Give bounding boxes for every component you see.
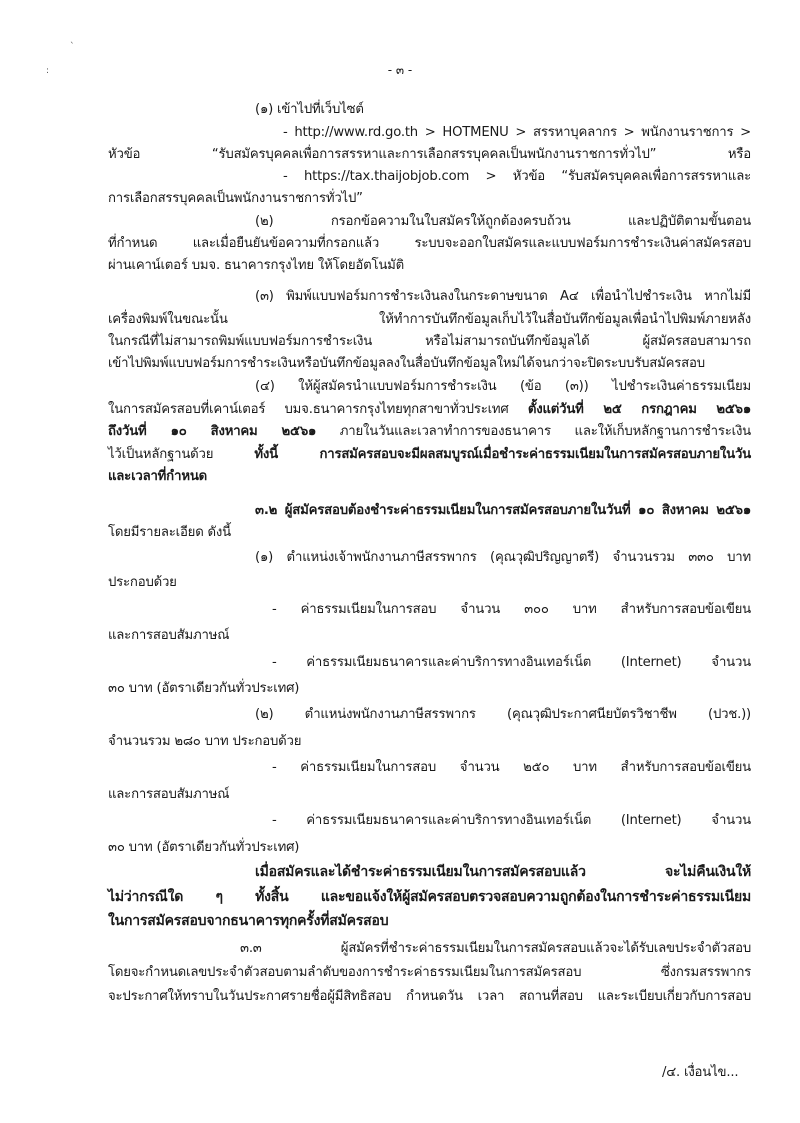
- doc-line: และการสอบสัมภาษณ์: [108, 628, 230, 643]
- no-refund-notice: เมื่อสมัครและได้ชำระค่าธรรมเนียมในการสมัครสอบแล้ว จะไม่คืนเงินให้: [255, 864, 751, 880]
- exam-fee-250: - ค่าธรรมเนียมในการสอบ จำนวน ๒๕๐ บาท สำหรับการสอบข้อเขียน: [272, 760, 751, 775]
- url-thaijobjob: - https://tax.thaijobjob.com > หัวข้อ “รับสมัครบุคคลเพื่อการสรรหาและ: [283, 169, 751, 184]
- payment-start-date: ตั้งแต่วันที่ ๒๕ กรกฎาคม ๒๕๖๑: [527, 402, 751, 417]
- doc-line-mixed: [108, 446, 751, 464]
- doc-line: ๓๐ บาท (อัตราเดียวกันทั่วประเทศ): [108, 681, 300, 696]
- url-rd-go-th: - http://www.rd.go.th > HOTMENU > สรรหาบุคลากร > พนักงานราชการ >: [283, 125, 751, 140]
- doc-line: เข้าไปพิมพ์แบบฟอร์มการชำระเงินหรือบันทึกข้อมูลลงในสื่อบันทึกข้อมูลใหม่ได้จนกว่าจะปิดระบบรับสมัครสอบ: [108, 356, 705, 371]
- no-refund-notice: ในการสมัครสอบจากธนาคารทุกครั้งที่สมัครสอบ: [108, 913, 389, 929]
- doc-line: และการสอบสัมภาษณ์: [108, 787, 230, 802]
- doc-line-mixed: [108, 401, 751, 419]
- doc-line: ๓๐ บาท (อัตราเดียวกันทั่วประเทศ): [108, 840, 300, 855]
- item-4-heading: (๔) ให้ผู้สมัครนำแบบฟอร์มการชำระเงิน (ข้อ (๓)) ไปชำระเงินค่าธรรมเนียม: [255, 379, 751, 394]
- doc-line: ผ่านเคาน์เตอร์ บมจ. ธนาคารกรุงไทย ให้โดยอัตโนมัติ: [108, 258, 405, 273]
- item-2-heading: (๒) กรอกข้อความในใบสมัครให้ถูกต้องครบถ้วน และปฏิบัติตามขั้นตอน: [255, 214, 751, 229]
- doc-text: ภายในวันและเวลาทำการของธนาคาร และให้เก็บหลักฐานการชำระเงิน: [316, 424, 751, 439]
- doc-line: ที่กำหนด และเมื่อยืนยันข้อความที่กรอกแล้ว ระบบจะออกใบสมัครและแบบฟอร์มการชำระเงินค่าสมัครสอบ: [108, 236, 751, 251]
- payment-end-date: ถึงวันที่ ๑๐ สิงหาคม ๒๕๖๑: [108, 424, 317, 439]
- continuation-footer: /๔. เงื่อนไข...: [662, 1065, 739, 1080]
- doc-line-mixed: [108, 423, 751, 441]
- doc-line: จำนวนรวม ๒๘๐ บาท ประกอบด้วย: [108, 734, 302, 749]
- doc-line: หัวข้อ “รับสมัครบุคคลเพื่อการสรรหาและการเลือกสรรบุคคลเป็นพนักงานราชการทั่วไป” หรือ: [108, 147, 751, 162]
- section-3-2-heading: ๓.๒ ผู้สมัครสอบต้องชำระค่าธรรมเนียมในการสมัครสอบภายในวันที่ ๑๐ สิงหาคม ๒๕๖๑: [255, 503, 751, 518]
- item-1-heading: (๑) เข้าไปที่เว็บไซต์: [255, 102, 364, 117]
- doc-line: การเลือกสรรบุคคลเป็นพนักงานราชการทั่วไป”: [108, 191, 363, 206]
- doc-text: ในการสมัครสอบที่เคาน์เตอร์ บมจ.ธนาคารกรุงไทยทุกสาขาทั่วประเทศ: [108, 402, 528, 417]
- doc-line: โดยมีรายละเอียด ดังนี้: [108, 525, 231, 540]
- doc-line: เครื่องพิมพ์ในขณะนั้น ให้ทำการบันทึกข้อมูลเก็บไว้ในสื่อบันทึกข้อมูลเพื่อนำไปพิมพ์ภายหลัง: [108, 312, 751, 327]
- no-refund-notice: ไม่ว่ากรณีใด ๆ ทั้งสิ้น และขอแจ้งให้ผู้สมัครสอบตรวจสอบความถูกต้องในการชำระค่าธรรมเนียม: [108, 889, 751, 905]
- doc-line: ประกอบด้วย: [108, 575, 177, 590]
- bank-fee-line: - ค่าธรรมเนียมธนาคารและค่าบริการทางอินเทอร์เน็ต (Internet) จำนวน: [272, 655, 751, 670]
- doc-line-bold: และเวลาที่กำหนด: [108, 469, 208, 484]
- doc-line: จะประกาศให้ทราบในวันประกาศรายชื่อผู้มีสิทธิสอบ กำหนดวัน เวลา สถานที่สอบ และระเบียบเกี่ยวกับการสอบ: [108, 989, 751, 1004]
- doc-line: โดยจะกำหนดเลขประจำตัวสอบตามลำดับของการชำระค่าธรรมเนียมในการสมัครสอบ ซึ่งกรมสรรพากร: [108, 965, 751, 980]
- exam-fee-300: - ค่าธรรมเนียมในการสอบ จำนวน ๓๐๐ บาท สำหรับการสอบข้อเขียน: [272, 602, 751, 617]
- fee-position-1: (๑) ตำแหน่งเจ้าพนักงานภาษีสรรพากร (คุณวุฒิปริญญาตรี) จำนวนรวม ๓๓๐ บาท: [255, 550, 751, 565]
- fee-position-2: (๒) ตำแหน่งพนักงานภาษีสรรพากร (คุณวุฒิประกาศนียบัตรวิชาชีพ (ปวช.)): [255, 707, 751, 722]
- scan-speck: `: [70, 42, 75, 52]
- completion-note: ทั้งนี้ การสมัครสอบจะมีผลสมบูรณ์เมื่อชำระค่าธรรมเนียมในการสมัครสอบภายในวัน: [254, 447, 751, 462]
- section-3-3-heading: ๓.๓ ผู้สมัครที่ชำระค่าธรรมเนียมในการสมัครสอบแล้วจะได้รับเลขประจำตัวสอบ: [240, 941, 751, 956]
- doc-line: ในกรณีที่ไม่สามารถพิมพ์แบบฟอร์มการชำระเงิน หรือไม่สามารถบันทึกข้อมูลได้ ผู้สมัครสอบสามารถ: [108, 334, 751, 349]
- doc-text: ไว้เป็นหลักฐานด้วย: [108, 447, 255, 462]
- item-3-heading: (๓) พิมพ์แบบฟอร์มการชำระเงินลงในกระดาษขนาด A๔ เพื่อนำไปชำระเงิน หากไม่มี: [255, 289, 751, 304]
- page-number: - ๓ -: [387, 63, 413, 77]
- scan-speck: :: [46, 66, 50, 76]
- bank-fee-line: - ค่าธรรมเนียมธนาคารและค่าบริการทางอินเทอร์เน็ต (Internet) จำนวน: [272, 813, 751, 828]
